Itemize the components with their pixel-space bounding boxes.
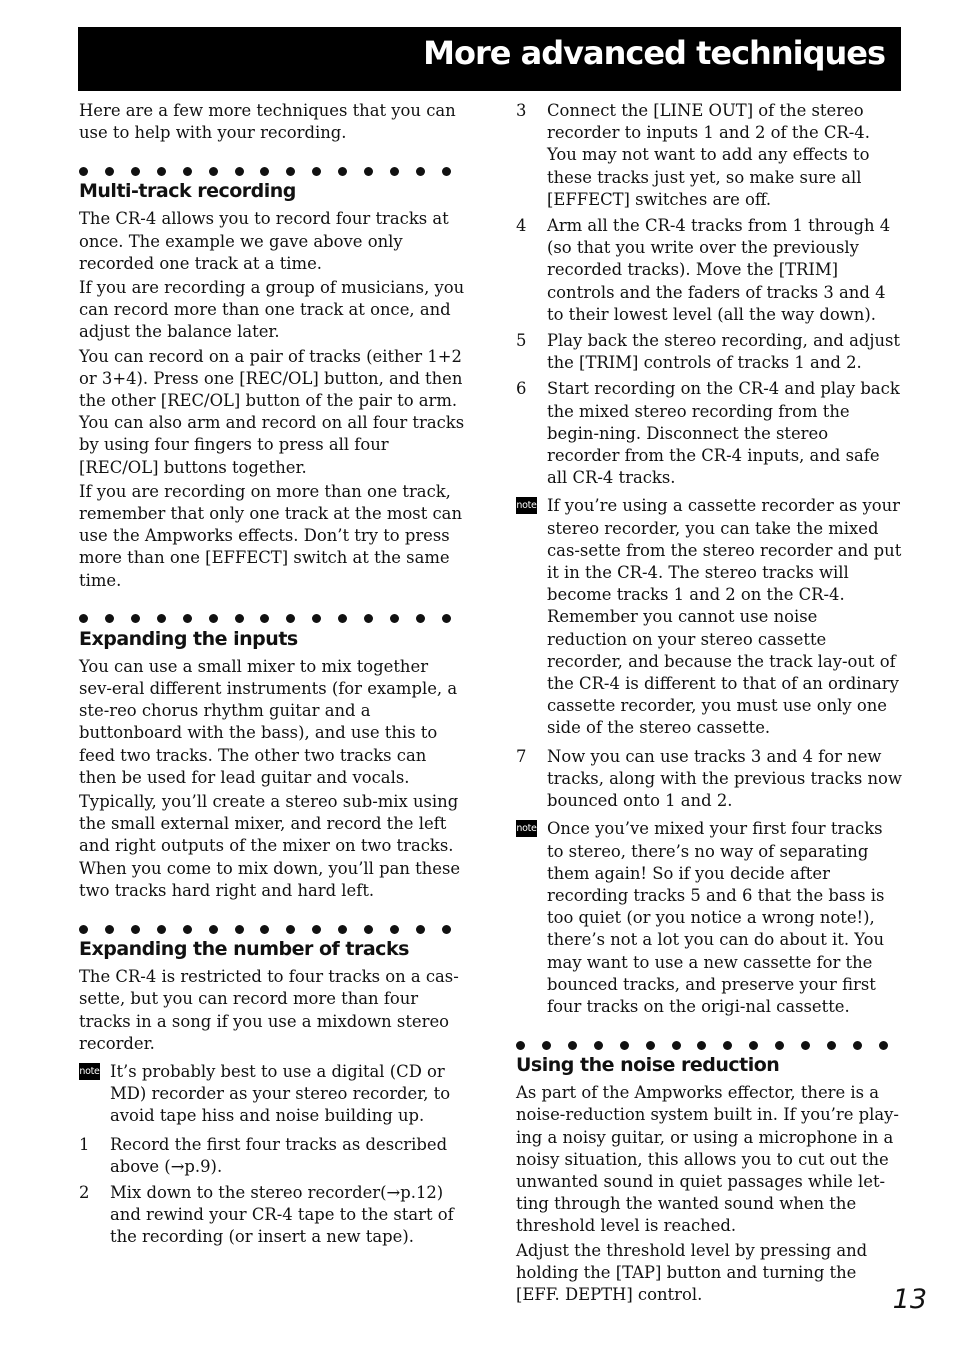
paragraph: Typically, you’ll create a stereo sub-mix using the small external mixer, and record the left and right outputs of the mixer on two tracks. When you come to mix down, you’ll pan these two tracks hard right and hard left. [79, 792, 461, 900]
right-column [516, 100, 902, 1308]
note-icon: note [516, 497, 537, 514]
paragraph: If you are recording a group of musicians, you can record more than one track at once, and adjust the balance later. [79, 278, 465, 342]
note-icon: note [516, 820, 537, 837]
list-item [516, 378, 902, 489]
section-tracks [79, 922, 465, 1248]
list-item [516, 330, 902, 374]
section-divider-dots [516, 1038, 888, 1052]
note-text: Once you’ve mixed your first four tracks to stereo, there’s no way of separating them again! So if you decide after recording tracks 5 and 6 that the bass is too quiet (or you notice a wrong note!), there’s not a lot you can do about it. You may want to use a new cassette for the bounced tracks, and preserve your first four tracks on the origi-nal cassette. [547, 819, 885, 1016]
step-text: Record the first four tracks as described above (→p.9). [110, 1134, 448, 1176]
page-title: More advanced techniques [423, 34, 885, 72]
section-multitrack [79, 164, 465, 591]
step-number: 4 [516, 216, 527, 236]
list-item [516, 100, 902, 211]
paragraph: You can use a small mixer to mix together sev-eral different instruments (for example, a ste-reo chorus rhythm guitar and a buttonboard with the bass), and use this to feed two tracks. The other two tracks can then be used for lead guitar and vocals. [79, 656, 458, 787]
intro-paragraph: Here are a few more techniques that you can use to help with your recording. [79, 101, 456, 143]
step-text: Start recording on the CR-4 and play back the mixed stereo recording from the begin-ning. Disconnect the stereo recorder from the CR-4 inputs, and safe all CR-4 tracks. [547, 379, 900, 488]
section-divider-dots [79, 164, 451, 178]
section-heading: Multi-track recording [79, 180, 296, 203]
list-item [516, 746, 902, 813]
section-inputs [79, 612, 465, 902]
step-text: Now you can use tracks 3 and 4 for new tracks, along with the previous tracks now bounced onto 1 and 2. [547, 746, 902, 811]
step-number: 1 [79, 1134, 90, 1154]
left-column [79, 100, 465, 1253]
note-text: It’s probably best to use a digital (CD or MD) recorder as your stereo recorder, to avoid tape hiss and noise building up. [110, 1061, 451, 1126]
step-text: Mix down to the stereo recorder(→p.12) and rewind your CR-4 tape to the start of the recording (or insert a new tape). [110, 1182, 454, 1247]
step-number: 3 [516, 101, 527, 120]
step-number: 7 [516, 746, 527, 766]
paragraph: As part of the Ampworks effector, there is a noise-reduction system built in. If you’re play-ing a noisy guitar, or using a microphone in a noisy situation, this allows you to cut out the unwanted sound in quiet passages while let-ting through the wanted sound when the threshold level is reached. [516, 1083, 899, 1236]
note-block [516, 818, 902, 1018]
paragraph: The CR-4 allows you to record four tracks at once. The example we gave above only recorded one track at a time. [79, 209, 449, 273]
list-item [79, 1182, 465, 1249]
step-text: Connect the [LINE OUT] of the stereo recorder to inputs 1 and 2 of the CR-4. You may not want to add any effects to these tracks just yet, so make sure all [EFFECT] switches are off. [547, 101, 870, 209]
section-heading: Expanding the number of tracks [79, 938, 409, 961]
step-number: 5 [516, 331, 527, 351]
section-heading: Using the noise reduction [516, 1054, 780, 1077]
step-number: 2 [79, 1182, 90, 1202]
step-number: 6 [516, 379, 527, 399]
note-block [516, 495, 902, 739]
note-block [79, 1061, 465, 1128]
section-divider-dots [79, 922, 451, 936]
section-noise-reduction [516, 1038, 902, 1306]
step-text: Play back the stereo recording, and adjust the [TRIM] controls of tracks 1 and 2. [547, 331, 901, 373]
paragraph: If you are recording on more than one track, remember that only one track at the most can use the Ampworks effects. Don’t try to press more than one [EFFECT] switch at the same time. [79, 481, 463, 590]
page-number: 13 [892, 1284, 927, 1315]
note-text: If you’re using a cassette recorder as your stereo recorder, you can take the mixed cas-sette from the stereo recorder and put it in the CR-4. The stereo tracks will become tracks 1 and 2 on the CR-4. Remember you cannot use noise reduction on your stereo cassette recorder, and because the track lay-out of the CR-4 is different to that of an ordinary cassette recorder, you must use only one side of the stereo cassette. [547, 496, 902, 738]
list-item [79, 1134, 465, 1178]
section-divider-dots [79, 612, 451, 626]
note-icon: note [79, 1063, 100, 1080]
paragraph: You can record on a pair of tracks (either 1+2 or 3+4). Press one [REC/OL] button, and then the other [REC/OL] button of the pair to arm. You can also arm and record on all four tracks by using four fingers to press all four [REC/OL] buttons together. [79, 346, 465, 477]
list-item [516, 215, 902, 326]
paragraph: Adjust the threshold level by pressing and holding the [TAP] button and turning the [EFF. DEPTH] control. [516, 1240, 868, 1304]
title-banner [78, 27, 901, 91]
step-text: Arm all the CR-4 tracks from 1 through 4 (so that you write over the previously recorded tracks). Move the [TRIM] controls and the faders of tracks 3 and 4 to their lowest level (all the way down). [547, 216, 891, 324]
section-heading: Expanding the inputs [79, 627, 298, 650]
paragraph: The CR-4 is restricted to four tracks on a cas-sette, but you can record more than four tracks in a song if you use a mixdown stereo recorder. [79, 967, 459, 1053]
